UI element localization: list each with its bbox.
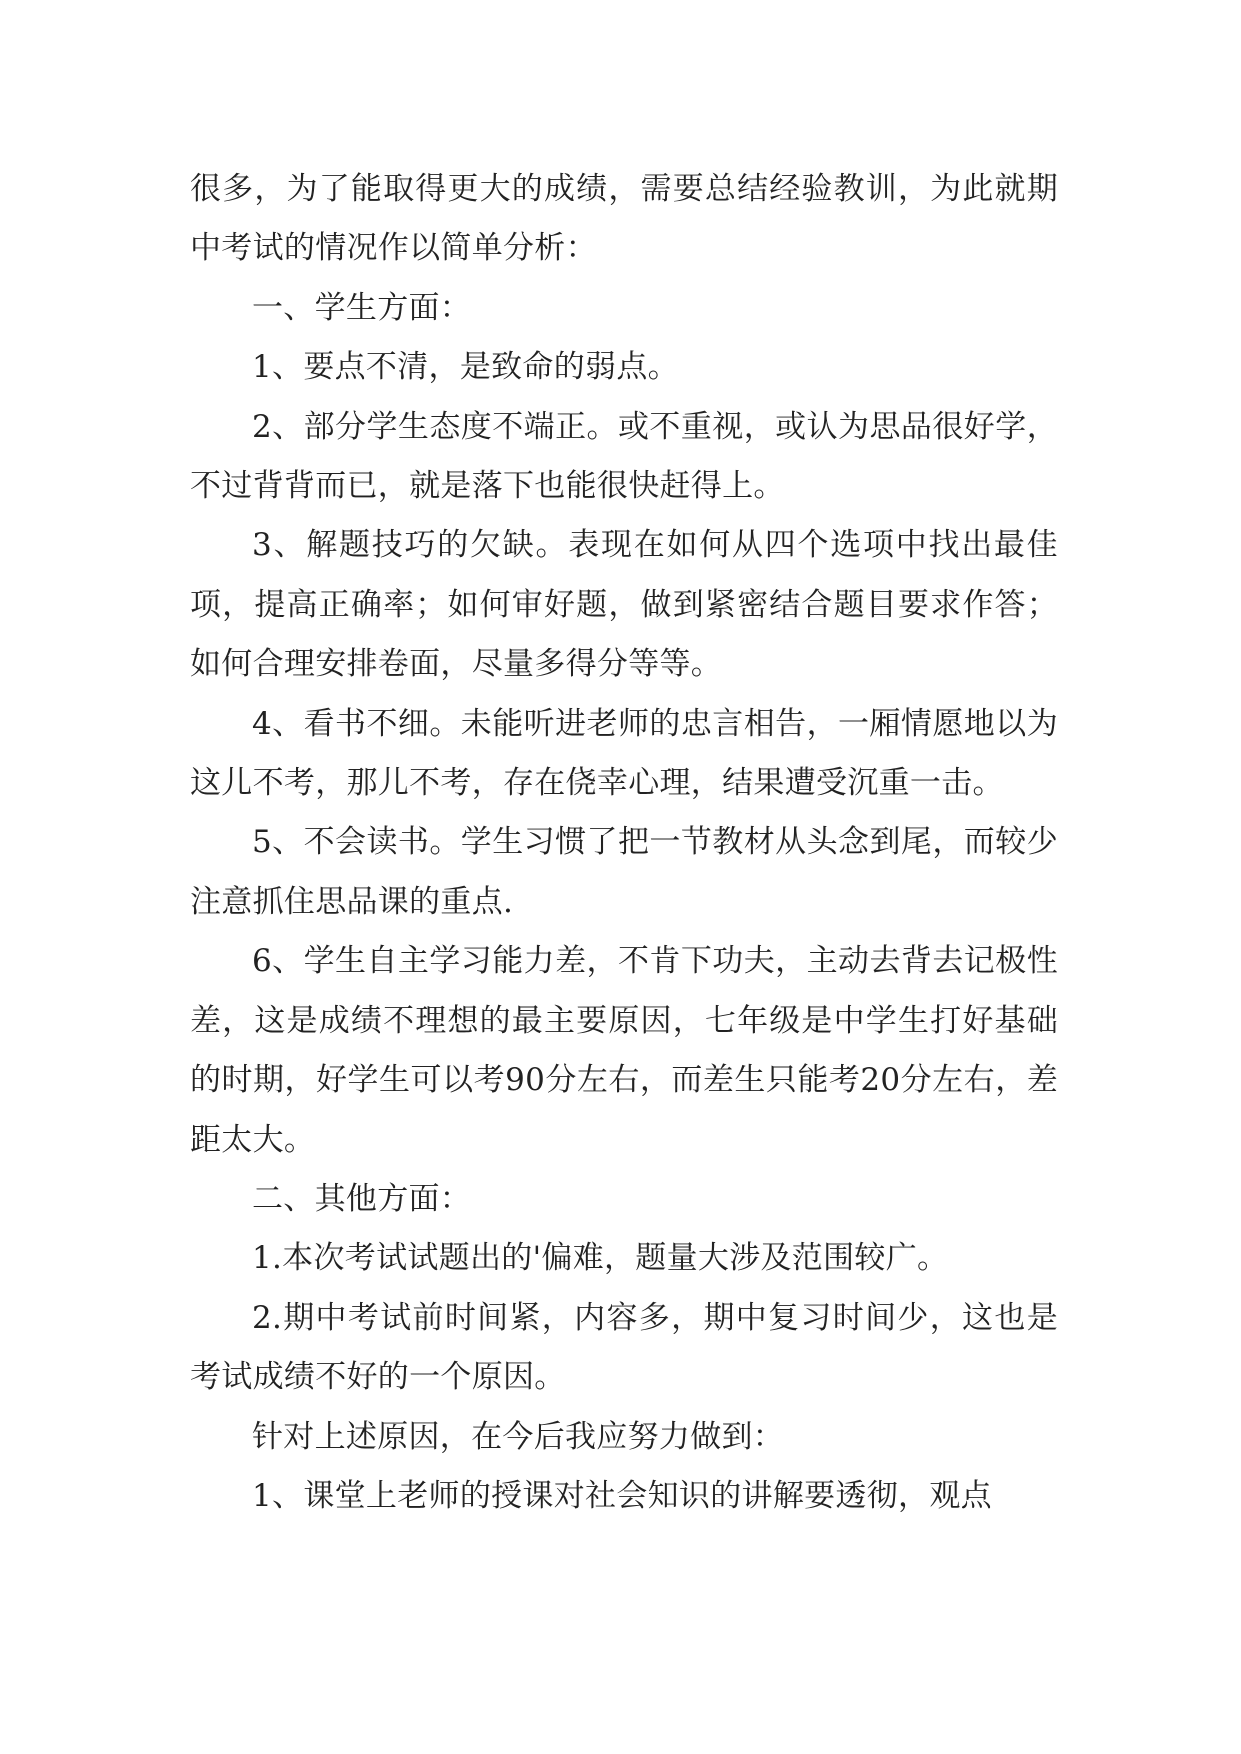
list-item-student-2: 2、部分学生态度不端正。或不重视，或认为思品很好学，不过背背而已，就是落下也能很快赶得上。 <box>190 408 1058 505</box>
list-item-student-5: 5、不会读书。学生习惯了把一节教材从头念到尾，而较少注意抓住思品课的重点. <box>190 824 1058 920</box>
list-item-student-1: 1、要点不清，是致命的弱点。 <box>252 349 679 386</box>
list-item-other-2: 2.期中考试前时间紧，内容多，期中复习时间少，这也是考试成绩不好的一个原因。 <box>190 1299 1058 1396</box>
list-item-student-4: 4、看书不细。未能听进老师的忠言相告，一厢情愿地以为这儿不考，那儿不考，存在侥幸心理，结果遭受沉重一击。 <box>190 705 1058 802</box>
heading-other-aspect: 二、其他方面： <box>252 1180 472 1217</box>
document-body <box>190 160 1058 1526</box>
paragraph-measures-intro: 针对上述原因，在今后我应努力做到： <box>252 1418 785 1455</box>
list-item-student-6: 6、学生自主学习能力差，不肯下功夫，主动去背去记极性差，这是成绩不理想的最主要原因，七年级是中学生打好基础的时期，好学生可以考90分左右，而差生只能考20分左右，差距太大。 <box>190 943 1058 1158</box>
heading-student-aspect: 一、学生方面： <box>252 289 472 326</box>
list-item-measure-1: 1、课堂上老师的授课对社会知识的讲解要透彻，观点 <box>252 1477 992 1514</box>
paragraph-intro: 很多，为了能取得更大的成绩，需要总结经验教训，为此就期中考试的情况作以简单分析： <box>190 171 1058 267</box>
list-item-student-3: 3、解题技巧的欠缺。表现在如何从四个选项中找出最佳项，提高正确率；如何审好题，做到紧密结合题目要求作答；如何合理安排卷面，尽量多得分等等。 <box>190 527 1058 683</box>
list-item-other-1: 1.本次考试试题出的'偏难，题量大涉及范围较广。 <box>252 1240 949 1277</box>
